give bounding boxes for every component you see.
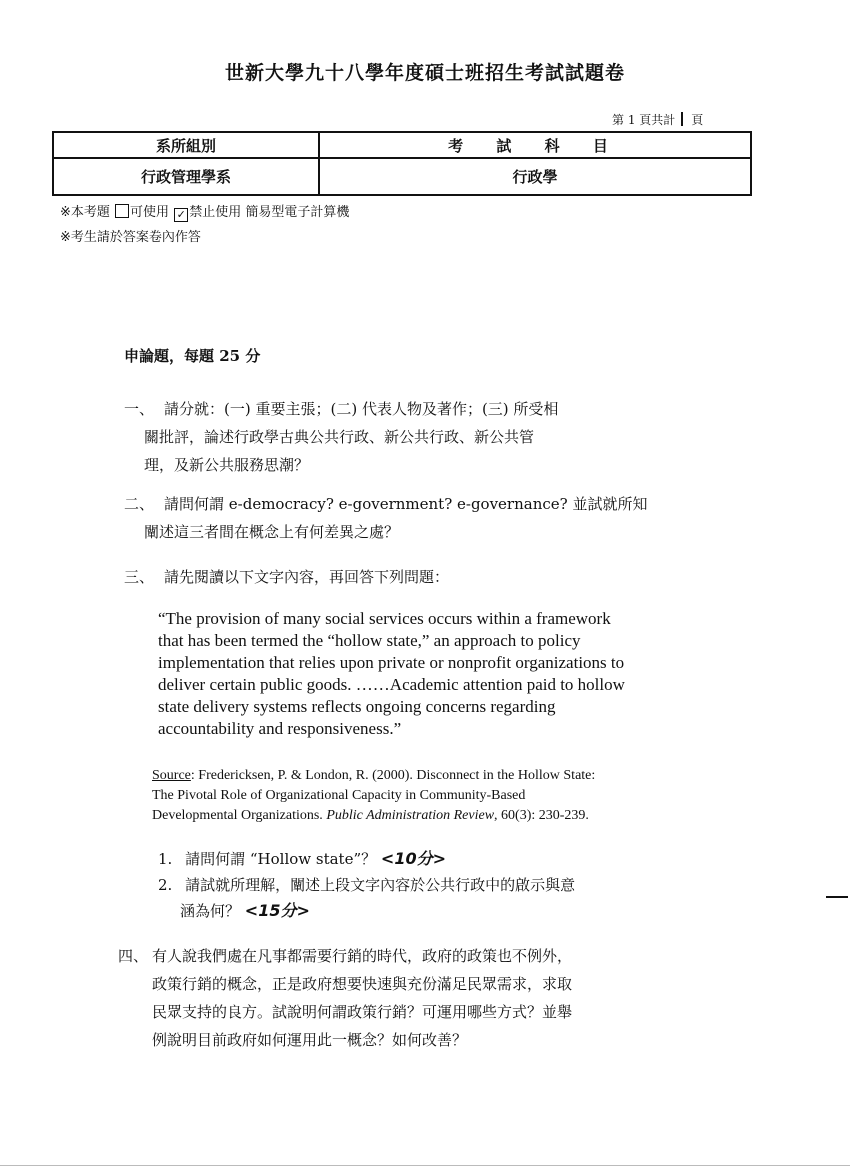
sub-question-2-cont xyxy=(180,898,310,924)
quoted-passage xyxy=(158,608,718,740)
page-suffix: 頁 xyxy=(691,113,704,127)
quote-line: deliver certain public goods. ……Academic attention paid to hollow xyxy=(158,675,625,694)
question-line: 闡述這三者間在概念上有何差異之處？ xyxy=(144,523,400,541)
subject-value-cell: 行政學 xyxy=(319,158,751,195)
exam-title: 世新大學九十八學年度碩士班招生考試試題卷 xyxy=(224,62,625,84)
source-line: The Pivotal Role of Organizational Capacity in Community-Based xyxy=(152,788,526,803)
quote-line: implementation that relies upon private or nonprofit organizations to xyxy=(158,653,625,672)
question-number: 三、 xyxy=(124,568,155,586)
question-line: 有人說我們處在凡事都需要行銷的時代，政府的政策也不例外， xyxy=(152,947,573,965)
scan-bottom-edge xyxy=(0,1165,850,1166)
question-line: 政策行銷的概念，正是政府想要快速與充份滿足民眾需求，求取 xyxy=(152,975,573,993)
sub-question-text: 請問何謂 “Hollow state”？ xyxy=(185,850,377,868)
header-table xyxy=(52,131,752,196)
allow-checkbox xyxy=(115,204,129,218)
forbid-label: 禁止使用 xyxy=(189,205,242,220)
sub-question-number: 2. xyxy=(158,876,173,894)
page-divider xyxy=(681,112,683,126)
source-line: , 60(3): 230-239. xyxy=(494,808,589,823)
source-citation xyxy=(152,766,752,826)
sub-question-text: 涵為何？ xyxy=(180,902,241,920)
subject-header-cell: 考 試 科 目 xyxy=(319,132,751,158)
sub-questions xyxy=(158,846,718,926)
page-info xyxy=(612,111,703,128)
calculator-prefix: ※本考題 xyxy=(60,205,110,220)
scan-edge-mark xyxy=(826,896,848,898)
journal-name: Public Administration Review xyxy=(326,808,495,823)
dept-value-cell: 行政管理學系 xyxy=(53,158,319,195)
question-line: 請先閱讀以下文字內容，再回答下列問題： xyxy=(164,568,450,586)
sub-question-number: 1. xyxy=(158,850,173,868)
question-2 xyxy=(124,490,744,550)
source-line: Developmental Organizations. xyxy=(152,808,327,823)
question-number: 二、 xyxy=(124,495,155,513)
question-line: 例說明目前政府如何運用此一概念？如何改善？ xyxy=(152,1031,468,1049)
question-3 xyxy=(124,563,724,593)
calculator-notice xyxy=(60,201,349,222)
question-number: 四、 xyxy=(118,947,149,965)
answer-sheet-notice: ※考生請於答案卷內作答 xyxy=(60,230,201,245)
section-title: 申論題，每題 25 分 xyxy=(124,347,261,365)
sub-question-text: 請試就所理解，闡述上段文字內容於公共行政中的啟示與意 xyxy=(185,876,576,894)
question-line: 關批評，論述行政學古典公共行政、新公共行政、新公共管 xyxy=(144,428,535,446)
quote-line: that has been termed the “hollow state,” an approach to policy xyxy=(158,631,581,650)
source-line: : Fredericksen, P. & London, R. (2000). Disconnect in the Hollow State: xyxy=(190,768,596,783)
question-4 xyxy=(118,942,738,1057)
forbid-checkbox: ✓ xyxy=(174,208,188,222)
question-1 xyxy=(124,395,724,485)
quote-line: “The provision of many social services occurs within a framework xyxy=(158,609,611,628)
question-line: 請問何謂 e-democracy? e-government? e-governance? 並試就所知 xyxy=(164,495,648,513)
question-line: 理，及新公共服務思潮？ xyxy=(144,456,310,474)
question-number: 一、 xyxy=(124,400,155,418)
quote-line: state delivery systems reflects ongoing concerns regarding xyxy=(158,697,556,716)
page-count-text: 第 1 頁共計 xyxy=(612,113,676,127)
allow-label: 可使用 xyxy=(130,205,170,220)
sub-question-2 xyxy=(158,872,575,898)
sub-question-1 xyxy=(158,846,446,872)
source-label: Source xyxy=(152,768,191,783)
score-annotation: <15分> xyxy=(244,901,310,920)
calculator-suffix: 簡易型電子計算機 xyxy=(245,205,350,220)
quote-line: accountability and responsiveness.” xyxy=(158,719,402,738)
score-annotation: <10分> xyxy=(380,849,446,868)
question-line: 請分就：(一) 重要主張；(二) 代表人物及著作；(三) 所受相 xyxy=(164,400,559,418)
dept-header-cell: 系所組別 xyxy=(53,132,319,158)
question-line: 民眾支持的良方。試說明何謂政策行銷？可運用哪些方式？並舉 xyxy=(152,1003,573,1021)
